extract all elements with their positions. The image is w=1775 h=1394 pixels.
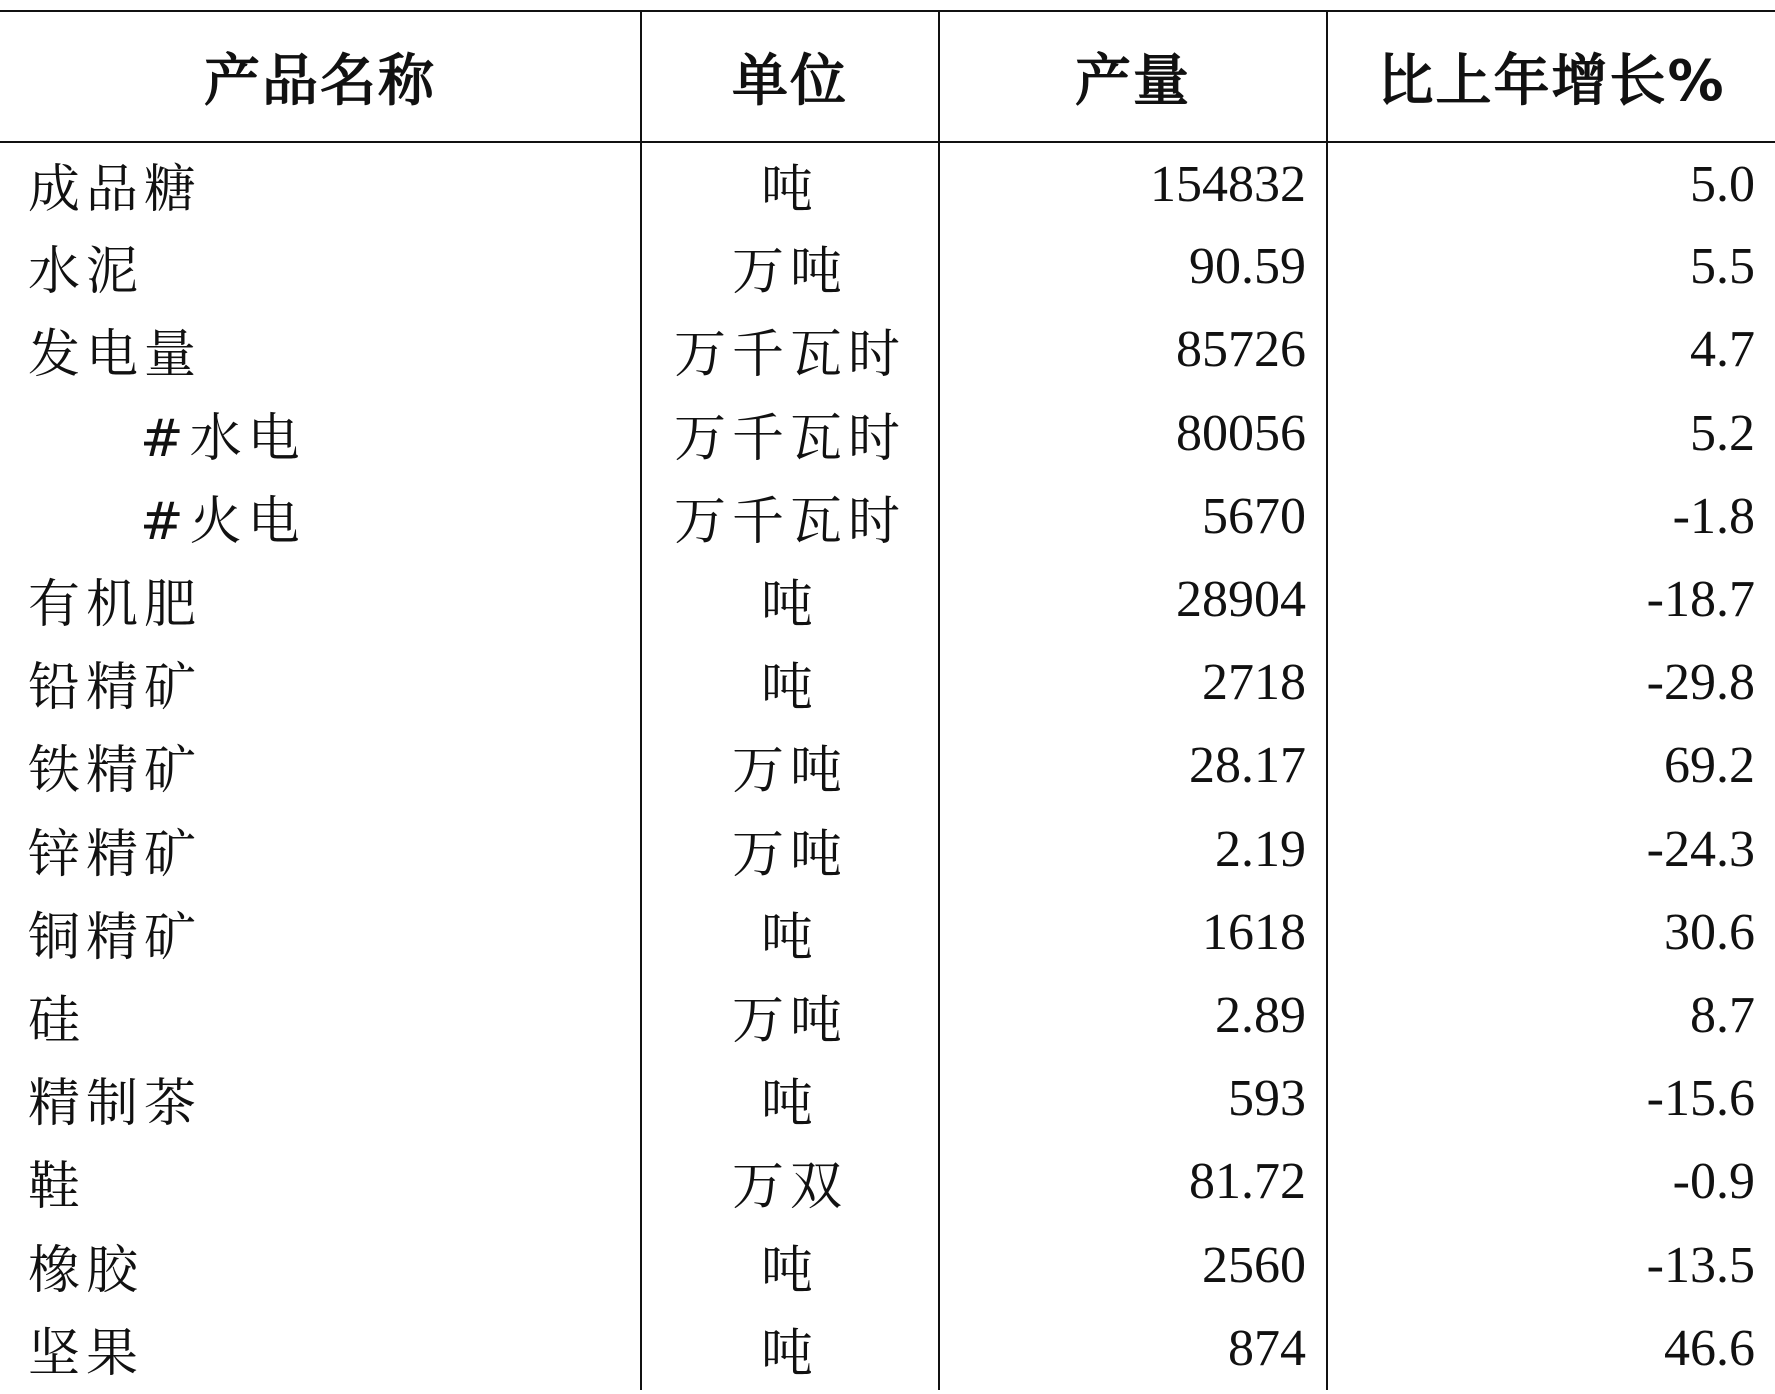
cell-growth: -24.3 [1327,808,1775,891]
table-row [0,225,1775,308]
table-row [0,891,1775,974]
cell-unit: 吨 [641,891,939,974]
cell-output: 80056 [939,392,1327,475]
cell-output: 154832 [939,142,1327,225]
cell-product-name: 精制茶 [28,1074,203,1135]
cell-output: 1618 [939,891,1327,974]
table-row [0,724,1775,807]
table-body [0,142,1775,1390]
table-header [0,11,1775,142]
cell-growth: 30.6 [1327,891,1775,974]
cell-unit: 万吨 [641,974,939,1057]
header-row [0,11,1775,142]
cell-product-name: 铅精矿 [28,658,203,719]
cell-unit: 吨 [641,1223,939,1306]
cell-product-name: 铜精矿 [28,907,203,968]
table-row [0,974,1775,1057]
cell-unit: 万千瓦时 [641,392,939,475]
cell-unit: 万双 [641,1140,939,1223]
table-row [0,142,1775,225]
table-row [0,641,1775,724]
cell-output: 2718 [939,641,1327,724]
cell-growth: 5.2 [1327,392,1775,475]
cell-output: 90.59 [939,225,1327,308]
cell-product-name: 水泥 [28,242,145,303]
cell-output: 81.72 [939,1140,1327,1223]
cell-growth: -18.7 [1327,558,1775,641]
cell-unit: 万吨 [641,225,939,308]
cell-product-name: 鞋 [28,1157,87,1218]
header-unit: 单位 [641,11,939,142]
cell-unit: 吨 [641,558,939,641]
cell-growth: -1.8 [1327,475,1775,558]
cell-product-name: 有机肥 [28,575,203,636]
cell-growth: 69.2 [1327,724,1775,807]
cell-growth: 5.0 [1327,142,1775,225]
cell-unit: 吨 [641,641,939,724]
cell-product-name: 发电量 [28,325,203,386]
cell-unit: 万千瓦时 [641,308,939,391]
table-row [0,1057,1775,1140]
header-product-name: 产品名称 [0,11,641,142]
cell-growth: 4.7 [1327,308,1775,391]
cell-growth: -15.6 [1327,1057,1775,1140]
cell-unit: 吨 [641,1307,939,1390]
cell-unit: 吨 [641,142,939,225]
cell-unit: 吨 [641,1057,939,1140]
cell-product-name: #火电 [140,491,306,552]
cell-unit: 万吨 [641,808,939,891]
cell-growth: -0.9 [1327,1140,1775,1223]
cell-product-name: 铁精矿 [28,741,203,802]
table-row [0,1307,1775,1390]
table-row [0,808,1775,891]
cell-product-name: 成品糖 [28,159,203,220]
table-row [0,1223,1775,1306]
cell-growth: 5.5 [1327,225,1775,308]
cell-product-name: 坚果 [28,1323,145,1384]
cell-growth: -13.5 [1327,1223,1775,1306]
table-row [0,558,1775,641]
table-row [0,308,1775,391]
cell-output: 2560 [939,1223,1327,1306]
header-output: 产量 [939,11,1327,142]
cell-output: 2.19 [939,808,1327,891]
table-row [0,475,1775,558]
cell-product-name: 硅 [28,990,87,1051]
cell-unit: 万千瓦时 [641,475,939,558]
cell-output: 874 [939,1307,1327,1390]
cell-product-name: 锌精矿 [28,824,203,885]
cell-unit: 万吨 [641,724,939,807]
clipped-title-residue [0,0,1775,10]
table-row [0,392,1775,475]
cell-growth: 8.7 [1327,974,1775,1057]
cell-output: 85726 [939,308,1327,391]
cell-output: 28904 [939,558,1327,641]
cell-growth: -29.8 [1327,641,1775,724]
cell-product-name: #水电 [140,408,306,469]
header-growth: 比上年增长% [1327,11,1775,142]
cell-growth: 46.6 [1327,1307,1775,1390]
cell-product-name: 橡胶 [28,1240,145,1301]
product-output-table [0,10,1775,1390]
table-row [0,1140,1775,1223]
cell-output: 2.89 [939,974,1327,1057]
cell-output: 28.17 [939,724,1327,807]
cell-output: 593 [939,1057,1327,1140]
cell-output: 5670 [939,475,1327,558]
